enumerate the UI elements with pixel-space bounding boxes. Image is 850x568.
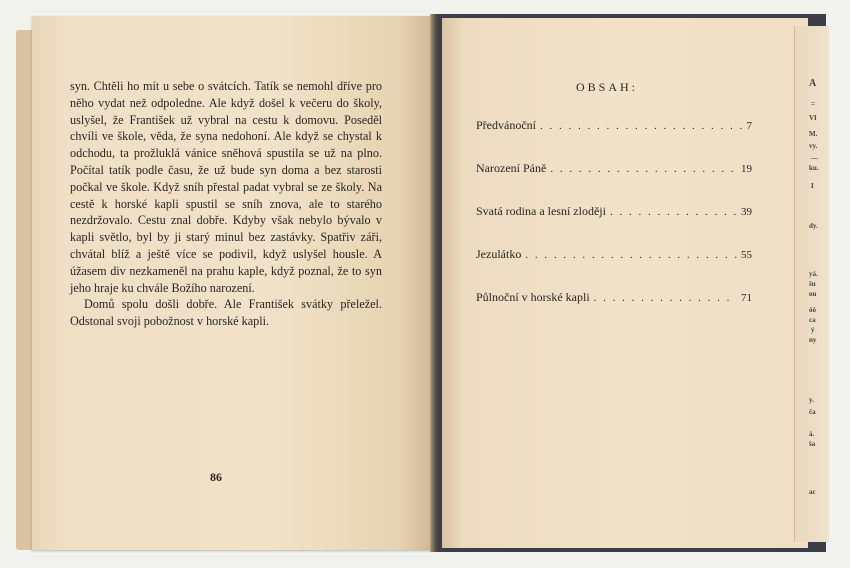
edge-fragment: ou xyxy=(809,290,817,298)
toc-entry xyxy=(476,161,752,204)
edge-fragment: VI xyxy=(809,114,817,122)
edge-fragment: — xyxy=(811,154,818,162)
edge-fragment: yá. xyxy=(809,270,818,278)
toc-entry-title: Předvánoční xyxy=(476,118,536,132)
edge-fragment: dy. xyxy=(809,222,818,230)
edge-fragment: A xyxy=(809,78,817,89)
edge-fragment: ša xyxy=(809,440,816,448)
edge-fragment: ca xyxy=(809,316,816,324)
toc-entry-page: 55 xyxy=(741,249,752,261)
toc-leader-dots xyxy=(540,120,743,132)
table-of-contents xyxy=(476,118,752,333)
toc-entry xyxy=(476,204,752,247)
page-number: 86 xyxy=(210,470,222,484)
edge-fragment: ku. xyxy=(809,164,819,172)
toc-entry-title: Narození Páně xyxy=(476,161,547,175)
toc-entry-page: 19 xyxy=(741,163,752,175)
edge-fragment: y. xyxy=(809,396,814,404)
edge-fragment: ča xyxy=(809,408,816,416)
left-page-text xyxy=(70,78,382,330)
toc-entry-title: Půlnoční v horské kapli xyxy=(476,290,590,304)
edge-fragment: I xyxy=(811,182,814,190)
edge-fragment: šu xyxy=(809,280,816,288)
toc-entry-title: Jezulátko xyxy=(476,247,522,261)
toc-leader-dots xyxy=(610,206,737,218)
edge-fragment: vy. xyxy=(809,142,818,150)
toc-leader-dots xyxy=(550,163,737,175)
toc-entry xyxy=(476,290,752,333)
toc-entry xyxy=(476,118,752,161)
edge-fragment: á. xyxy=(809,430,815,438)
edge-fragment: M. xyxy=(809,130,818,138)
toc-leader-dots xyxy=(525,249,737,261)
paragraph: syn. Chtěli ho mít u sebe o svátcích. Tatík se nemohl dříve pro něho vydat než odpoledne. Ale když došel k večeru do školy, uslyšel, že František už vybral na cestu k domovu. Poseděl chvíli ve škole, věda, že syna nedohoní. Ale když se chystal k odchodu, ta prožluklá vánice sněhová spustila se už na plno. Počítal tatík podle času, že už bude syn doma a bez starosti počkal ve škole. Když sníh přestal padat vybral se ze školy. Na cestě k horské kapli spustil se sníh znova, ale to starého nezdržovalo. Cestu znal dobře. Kdyby však nebylo bývalo v kapli světlo, byl by ji starý minul bez zastávky. Spatřiv záři, chvátal blíž a ještě více se podivil, když uslyšel housle. A úžasem div nezkameněl na prahu kaple, když poznal, že to syn jeho hraje ku chvále Božího narození. xyxy=(70,79,382,295)
edge-fragment: = xyxy=(811,100,815,108)
edge-fragment: ý xyxy=(811,326,815,334)
toc-entry-page: 7 xyxy=(746,120,752,132)
next-page-edge xyxy=(794,26,829,542)
paragraph: Domů spolu došli dobře. Ale František svátky přeležel. Odstonal svoji pobožnost v horské kapli. xyxy=(70,297,382,329)
toc-entry-page: 39 xyxy=(741,206,752,218)
edge-fragment: ac xyxy=(809,488,816,496)
toc-leader-dots xyxy=(594,292,737,304)
edge-fragment: óó xyxy=(809,306,816,314)
edge-fragment: ny xyxy=(809,336,817,344)
toc-heading: OBSAH: xyxy=(576,80,639,94)
toc-entry xyxy=(476,247,752,290)
toc-entry-page: 71 xyxy=(741,292,752,304)
toc-entry-title: Svatá rodina a lesní zloději xyxy=(476,204,606,218)
